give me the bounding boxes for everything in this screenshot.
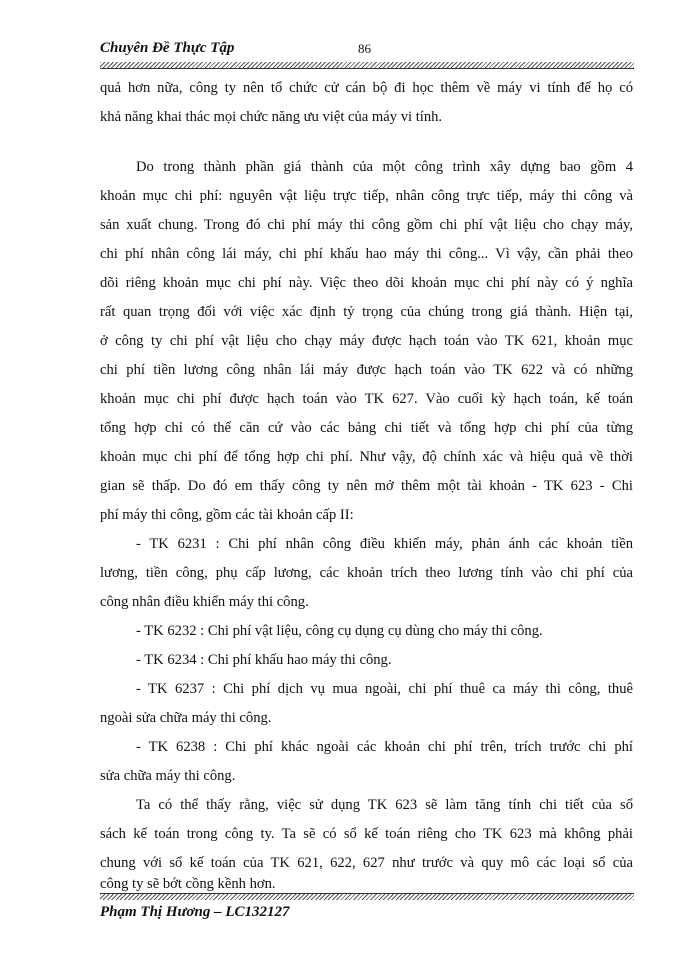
list-item: - TK 6232 : Chi phí vật liệu, công cụ dụng cụ dùng cho máy thi công. bbox=[136, 623, 543, 639]
text-line: chi phí nhân công lái máy, chi phí khấu hao máy thi công... Vì vậy, cần phải theo bbox=[100, 246, 633, 262]
text-line: sách kế toán trong công ty. Ta sẽ có sổ kế toán riêng cho TK 623 mà không phải bbox=[100, 826, 633, 842]
text-line: ngoài sửa chữa máy thi công. bbox=[100, 710, 272, 726]
text-line: lương, tiền công, phụ cấp lương, các khoản trích theo lương tính vào chi phí của bbox=[100, 565, 633, 581]
text-line: quả hơn nữa, công ty nên tổ chức cử cán bộ đi học thêm về máy vi tính để họ có bbox=[100, 80, 633, 96]
text-line: tổng hợp chỉ có thể căn cứ vào các bảng chi tiết và tổng hợp chi phí của từng bbox=[100, 420, 633, 436]
text-line: Ta có thể thấy rằng, việc sử dụng TK 623 sẽ làm tăng tính chi tiết của sổ bbox=[136, 797, 633, 813]
text-line: khoản mục chi phí được hạch toán vào TK 627. Vào cuối kỳ hạch toán, kế toán bbox=[100, 391, 633, 407]
text-line: ở công ty chi phí vật liệu cho chạy máy được hạch toán vào TK 621, khoản mục bbox=[100, 333, 633, 349]
list-item: - TK 6234 : Chi phí khấu hao máy thi công. bbox=[136, 652, 392, 668]
text-line: gian sẽ thấp. Do đó em thấy công ty nên mở thêm một tài khoản - TK 623 - Chi bbox=[100, 478, 633, 494]
text-line: sản xuất chung. Trong đó chi phí máy thi công gồm chi phí vật liệu cho chạy máy, bbox=[100, 217, 633, 233]
text-line: chi phí tiền lương công nhân lái máy được hạch toán vào TK 622 và có những bbox=[100, 362, 633, 378]
text-line: công ty sẽ bớt cồng kềnh hơn. bbox=[100, 876, 276, 892]
text-line: Do trong thành phần giá thành của một công trình xây dựng bao gồm 4 bbox=[136, 159, 633, 175]
header-title: Chuyên Đề Thực Tập bbox=[100, 40, 235, 56]
footer-author: Phạm Thị Hương – LC132127 bbox=[100, 904, 290, 920]
list-item: - TK 6238 : Chi phí khác ngoài các khoản chi phí trên, trích trước chi phí bbox=[136, 739, 633, 755]
text-line: phí máy thi công, gồm các tài khoản cấp II: bbox=[100, 507, 354, 523]
page-number: 86 bbox=[358, 41, 371, 56]
text-line: khoản mục chi phí: nguyên vật liệu trực tiếp, nhân công trực tiếp, máy thi công và bbox=[100, 188, 633, 204]
text-line: rất quan trọng đối với việc xác định tỷ trọng của chúng trong giá thành. Hiện tại, bbox=[100, 304, 633, 320]
text-line: dõi riêng khoản mục chi phí này. Việc theo dõi khoản mục chi phí này có ý nghĩa bbox=[100, 275, 633, 291]
list-item: - TK 6231 : Chi phí nhân công điều khiển máy, phản ánh các khoản tiền bbox=[136, 536, 633, 552]
text-line: sửa chữa máy thi công. bbox=[100, 768, 236, 784]
header-rule bbox=[100, 62, 634, 69]
text-line: khả năng khai thác mọi chức năng ưu việt của máy vi tính. bbox=[100, 109, 443, 125]
text-line: khoản mục chi phí để tổng hợp chi phí. Như vậy, độ chính xác và hiệu quả về thời bbox=[100, 449, 633, 465]
list-item: - TK 6237 : Chi phí dịch vụ mua ngoài, chi phí thuê ca máy thi công, thuê bbox=[136, 681, 633, 697]
text-line: công nhân điều khiển máy thi công. bbox=[100, 594, 309, 610]
footer-rule bbox=[100, 893, 634, 900]
text-line: chung với sổ kế toán của TK 621, 622, 627 như trước và quy mô các loại sổ của bbox=[100, 855, 633, 871]
